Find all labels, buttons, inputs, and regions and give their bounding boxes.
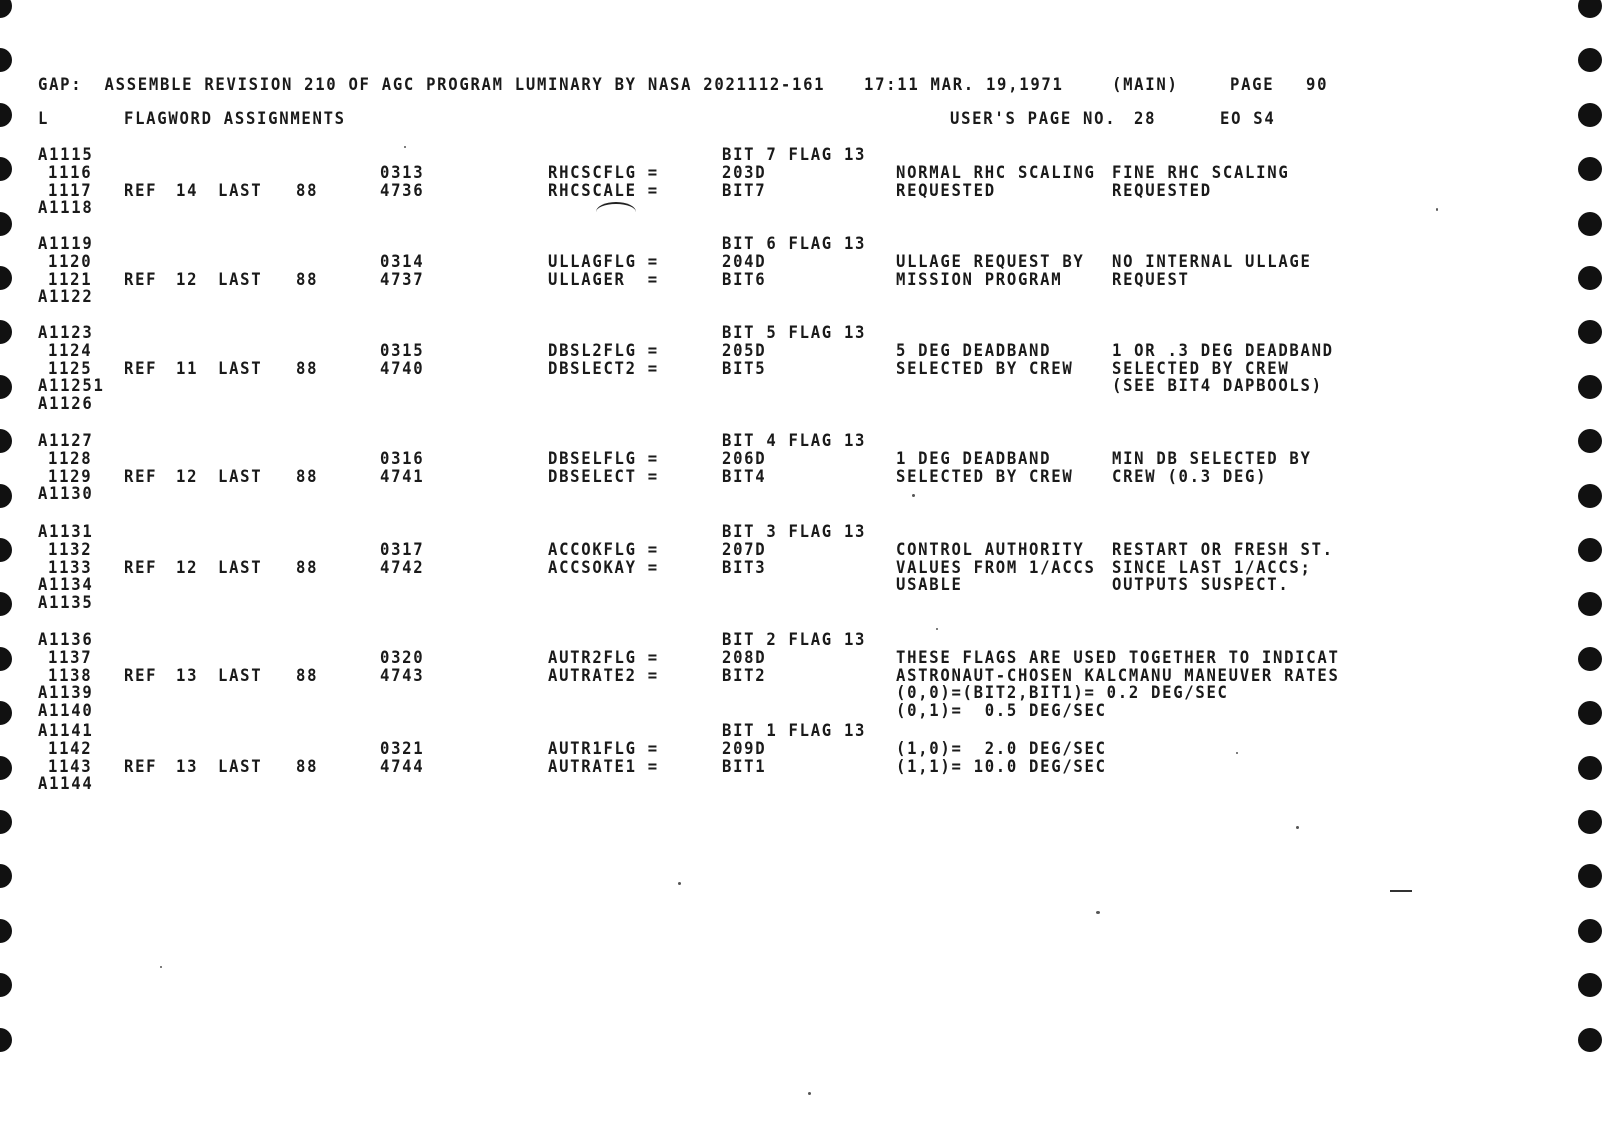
sprocket-hole (1578, 484, 1602, 508)
last-page: 88 (296, 466, 319, 486)
last-page: 88 (296, 269, 319, 289)
sprocket-hole (0, 320, 12, 344)
ref-label: REF (124, 358, 158, 378)
sprocket-hole (0, 810, 12, 834)
ref-count: 13 (176, 756, 199, 776)
line-number: 1142 (48, 738, 93, 758)
line-number: A1123 (38, 323, 94, 343)
ref-label: REF (124, 269, 158, 289)
ref-label: REF (124, 557, 158, 577)
octal-address: 0320 (380, 647, 425, 667)
sprocket-hole (1578, 538, 1602, 562)
flag-value: 209D (722, 738, 767, 758)
pen-mark (596, 202, 636, 212)
last-page: 88 (296, 358, 319, 378)
speck (1296, 826, 1299, 829)
sprocket-hole (1578, 756, 1602, 780)
ref-count: 13 (176, 665, 199, 685)
sprocket-hole (1578, 810, 1602, 834)
flag-name: ULLAGFLG = (548, 251, 659, 271)
flag-value: 208D (722, 647, 767, 667)
set-meaning: 5 DEG DEADBAND (896, 340, 1052, 360)
bit-name: ULLAGER = (548, 269, 659, 289)
last-page: 88 (296, 665, 319, 685)
ref-count: 12 (176, 466, 199, 486)
reset-meaning: CREW (0.3 DEG) (1112, 466, 1268, 486)
set-meaning: THESE FLAGS ARE USED TOGETHER TO INDICAT (896, 647, 1340, 667)
last-label: LAST (218, 269, 263, 289)
sprocket-hole (1578, 1028, 1602, 1052)
line-number: 1138 (48, 665, 93, 685)
ref-count: 12 (176, 269, 199, 289)
line-number: A1115 (38, 145, 94, 165)
bit-label: BIT 5 FLAG 13 (722, 323, 867, 343)
last-label: LAST (218, 180, 263, 200)
sprocket-hole (1578, 266, 1602, 290)
line-number: 1121 (48, 269, 93, 289)
sprocket-hole (1578, 864, 1602, 888)
octal-value: 4736 (380, 180, 425, 200)
reset-meaning: OUTPUTS SUSPECT. (1112, 575, 1290, 595)
flag-value: 205D (722, 340, 767, 360)
set-meaning: ASTRONAUT-CHOSEN KALCMANU MANEUVER RATES (896, 665, 1340, 685)
bit-label: BIT 4 FLAG 13 (722, 431, 867, 451)
sprocket-hole (0, 864, 12, 888)
set-meaning: (1,0)= 2.0 DEG/SEC (896, 738, 1107, 758)
sprocket-hole (0, 157, 12, 181)
page-number: 90 (1306, 75, 1329, 95)
bit-value: BIT3 (722, 557, 767, 577)
set-meaning: (0,1)= 0.5 DEG/SEC (896, 701, 1107, 721)
bit-name: AUTRATE1 = (548, 756, 659, 776)
sprocket-hole (1578, 0, 1602, 18)
sprocket-hole (1578, 919, 1602, 943)
line-number: A1144 (38, 774, 94, 794)
sprocket-hole (0, 266, 12, 290)
section-code: EO S4 (1220, 109, 1276, 129)
line-number: A1141 (38, 721, 94, 741)
reset-meaning: REQUEST (1112, 269, 1190, 289)
reset-meaning: 1 OR .3 DEG DEADBAND (1112, 340, 1334, 360)
last-label: LAST (218, 358, 263, 378)
line-number: 1133 (48, 557, 93, 577)
last-label: LAST (218, 756, 263, 776)
line-number: 1117 (48, 180, 93, 200)
flag-name: ACCOKFLG = (548, 539, 659, 559)
user-page-number: 28 (1134, 109, 1157, 129)
bit-value: BIT7 (722, 180, 767, 200)
flag-name: RHCSCFLG = (548, 162, 659, 182)
reset-meaning: REQUESTED (1112, 180, 1212, 200)
sprocket-hole (0, 429, 12, 453)
sprocket-hole (0, 538, 12, 562)
sprocket-hole (0, 0, 12, 18)
last-label: LAST (218, 665, 263, 685)
sprocket-hole (1578, 973, 1602, 997)
sprocket-hole (1578, 592, 1602, 616)
line-number: 1124 (48, 340, 93, 360)
sprocket-hole (1578, 701, 1602, 725)
line-number: 1129 (48, 466, 93, 486)
reset-meaning: RESTART OR FRESH ST. (1112, 539, 1334, 559)
line-number: 1128 (48, 448, 93, 468)
octal-address: 0315 (380, 340, 425, 360)
set-meaning: SELECTED BY CREW (896, 466, 1074, 486)
ref-label: REF (124, 665, 158, 685)
line-number: A1119 (38, 234, 94, 254)
bit-value: BIT4 (722, 466, 767, 486)
bit-value: BIT5 (722, 358, 767, 378)
sprocket-hole (0, 647, 12, 671)
set-meaning: CONTROL AUTHORITY (896, 539, 1085, 559)
bit-value: BIT6 (722, 269, 767, 289)
ref-label: REF (124, 756, 158, 776)
sprocket-hole (0, 212, 12, 236)
last-page: 88 (296, 180, 319, 200)
sprocket-hole (0, 701, 12, 725)
sprocket-hole (0, 973, 12, 997)
line-number: A11251 (38, 376, 105, 396)
sprocket-hole (0, 48, 12, 72)
set-meaning: VALUES FROM 1/ACCS (896, 557, 1096, 577)
sprocket-hole (1578, 212, 1602, 236)
bit-name: AUTRATE2 = (548, 665, 659, 685)
flag-name: DBSL2FLG = (548, 340, 659, 360)
bit-label: BIT 3 FLAG 13 (722, 522, 867, 542)
reset-meaning: FINE RHC SCALING (1112, 162, 1290, 182)
octal-value: 4741 (380, 466, 425, 486)
flag-value: 206D (722, 448, 767, 468)
last-label: LAST (218, 557, 263, 577)
speck (936, 628, 938, 630)
bit-label: BIT 6 FLAG 13 (722, 234, 867, 254)
flag-name: AUTR2FLG = (548, 647, 659, 667)
flag-name: DBSELFLG = (548, 448, 659, 468)
ref-count: 12 (176, 557, 199, 577)
octal-address: 0314 (380, 251, 425, 271)
line-number: 1125 (48, 358, 93, 378)
octal-value: 4737 (380, 269, 425, 289)
speck (678, 882, 681, 885)
flag-value: 204D (722, 251, 767, 271)
header-timestamp: 17:11 MAR. 19,1971 (864, 75, 1064, 95)
sprocket-hole (0, 484, 12, 508)
bit-name: DBSELECT = (548, 466, 659, 486)
ref-count: 11 (176, 358, 199, 378)
line-number: A1134 (38, 575, 94, 595)
set-meaning: MISSION PROGRAM (896, 269, 1063, 289)
sprocket-hole (0, 1028, 12, 1052)
line-number: A1135 (38, 593, 94, 613)
sprocket-hole (0, 756, 12, 780)
line-number: A1118 (38, 198, 94, 218)
line-number: 1137 (48, 647, 93, 667)
octal-value: 4743 (380, 665, 425, 685)
line-number: 1143 (48, 756, 93, 776)
speck (808, 1092, 811, 1095)
octal-value: 4742 (380, 557, 425, 577)
line-number: A1122 (38, 287, 94, 307)
section-title: FLAGWORD ASSIGNMENTS (124, 109, 346, 129)
flag-value: 203D (722, 162, 767, 182)
bit-name: DBSLECT2 = (548, 358, 659, 378)
bit-label: BIT 1 FLAG 13 (722, 721, 867, 741)
set-meaning: 1 DEG DEADBAND (896, 448, 1052, 468)
flag-name: AUTR1FLG = (548, 738, 659, 758)
line-number: A1136 (38, 630, 94, 650)
last-page: 88 (296, 557, 319, 577)
page-label: PAGE (1230, 75, 1275, 95)
octal-value: 4744 (380, 756, 425, 776)
reset-meaning: SELECTED BY CREW (1112, 358, 1290, 378)
ref-label: REF (124, 180, 158, 200)
octal-address: 0316 (380, 448, 425, 468)
line-number: A1140 (38, 701, 94, 721)
flag-value: 207D (722, 539, 767, 559)
set-meaning: USABLE (896, 575, 963, 595)
sprocket-hole (1578, 103, 1602, 127)
sprocket-hole (1578, 48, 1602, 72)
stray-mark (1390, 890, 1412, 892)
line-number: A1131 (38, 522, 94, 542)
ref-label: REF (124, 466, 158, 486)
octal-value: 4740 (380, 358, 425, 378)
set-meaning: SELECTED BY CREW (896, 358, 1074, 378)
sprocket-hole (0, 103, 12, 127)
sprocket-hole (1578, 647, 1602, 671)
reset-meaning: NO INTERNAL ULLAGE (1112, 251, 1312, 271)
set-meaning: (1,1)= 10.0 DEG/SEC (896, 756, 1107, 776)
speck (1236, 752, 1238, 754)
set-meaning: REQUESTED (896, 180, 996, 200)
line-number: A1126 (38, 394, 94, 414)
listing-prefix: L (38, 109, 50, 129)
bit-value: BIT2 (722, 665, 767, 685)
speck (160, 966, 162, 968)
user-page-label: USER'S PAGE NO. (950, 109, 1117, 129)
octal-address: 0317 (380, 539, 425, 559)
sprocket-hole (1578, 320, 1602, 344)
set-meaning: (0,0)=(BIT2,BIT1)= 0.2 DEG/SEC (896, 683, 1229, 703)
sprocket-hole (1578, 429, 1602, 453)
line-number: A1127 (38, 431, 94, 451)
bit-name: ACCSOKAY = (548, 557, 659, 577)
sprocket-hole (0, 919, 12, 943)
line-number: 1132 (48, 539, 93, 559)
speck (1096, 911, 1100, 914)
reset-meaning: SINCE LAST 1/ACCS; (1112, 557, 1312, 577)
reset-meaning: (SEE BIT4 DAPBOOLS) (1112, 376, 1323, 396)
line-number: 1116 (48, 162, 93, 182)
reset-meaning: MIN DB SELECTED BY (1112, 448, 1312, 468)
line-number: 1120 (48, 251, 93, 271)
bit-label: BIT 7 FLAG 13 (722, 145, 867, 165)
header-segment: (MAIN) (1112, 75, 1179, 95)
bit-name: RHCSCALE = (548, 180, 659, 200)
bit-label: BIT 2 FLAG 13 (722, 630, 867, 650)
speck (404, 146, 406, 148)
line-number: A1130 (38, 484, 94, 504)
set-meaning: ULLAGE REQUEST BY (896, 251, 1085, 271)
sprocket-hole (0, 592, 12, 616)
sprocket-hole (1578, 157, 1602, 181)
last-page: 88 (296, 756, 319, 776)
last-label: LAST (218, 466, 263, 486)
speck (912, 494, 915, 497)
bit-value: BIT1 (722, 756, 767, 776)
set-meaning: NORMAL RHC SCALING (896, 162, 1096, 182)
ref-count: 14 (176, 180, 199, 200)
speck (1436, 208, 1438, 211)
assembly-header: GAP: ASSEMBLE REVISION 210 OF AGC PROGRAM LUMINARY BY NASA 2021112-161 (38, 75, 826, 95)
sprocket-hole (1578, 375, 1602, 399)
octal-address: 0313 (380, 162, 425, 182)
sprocket-hole (0, 375, 12, 399)
octal-address: 0321 (380, 738, 425, 758)
line-number: A1139 (38, 683, 94, 703)
